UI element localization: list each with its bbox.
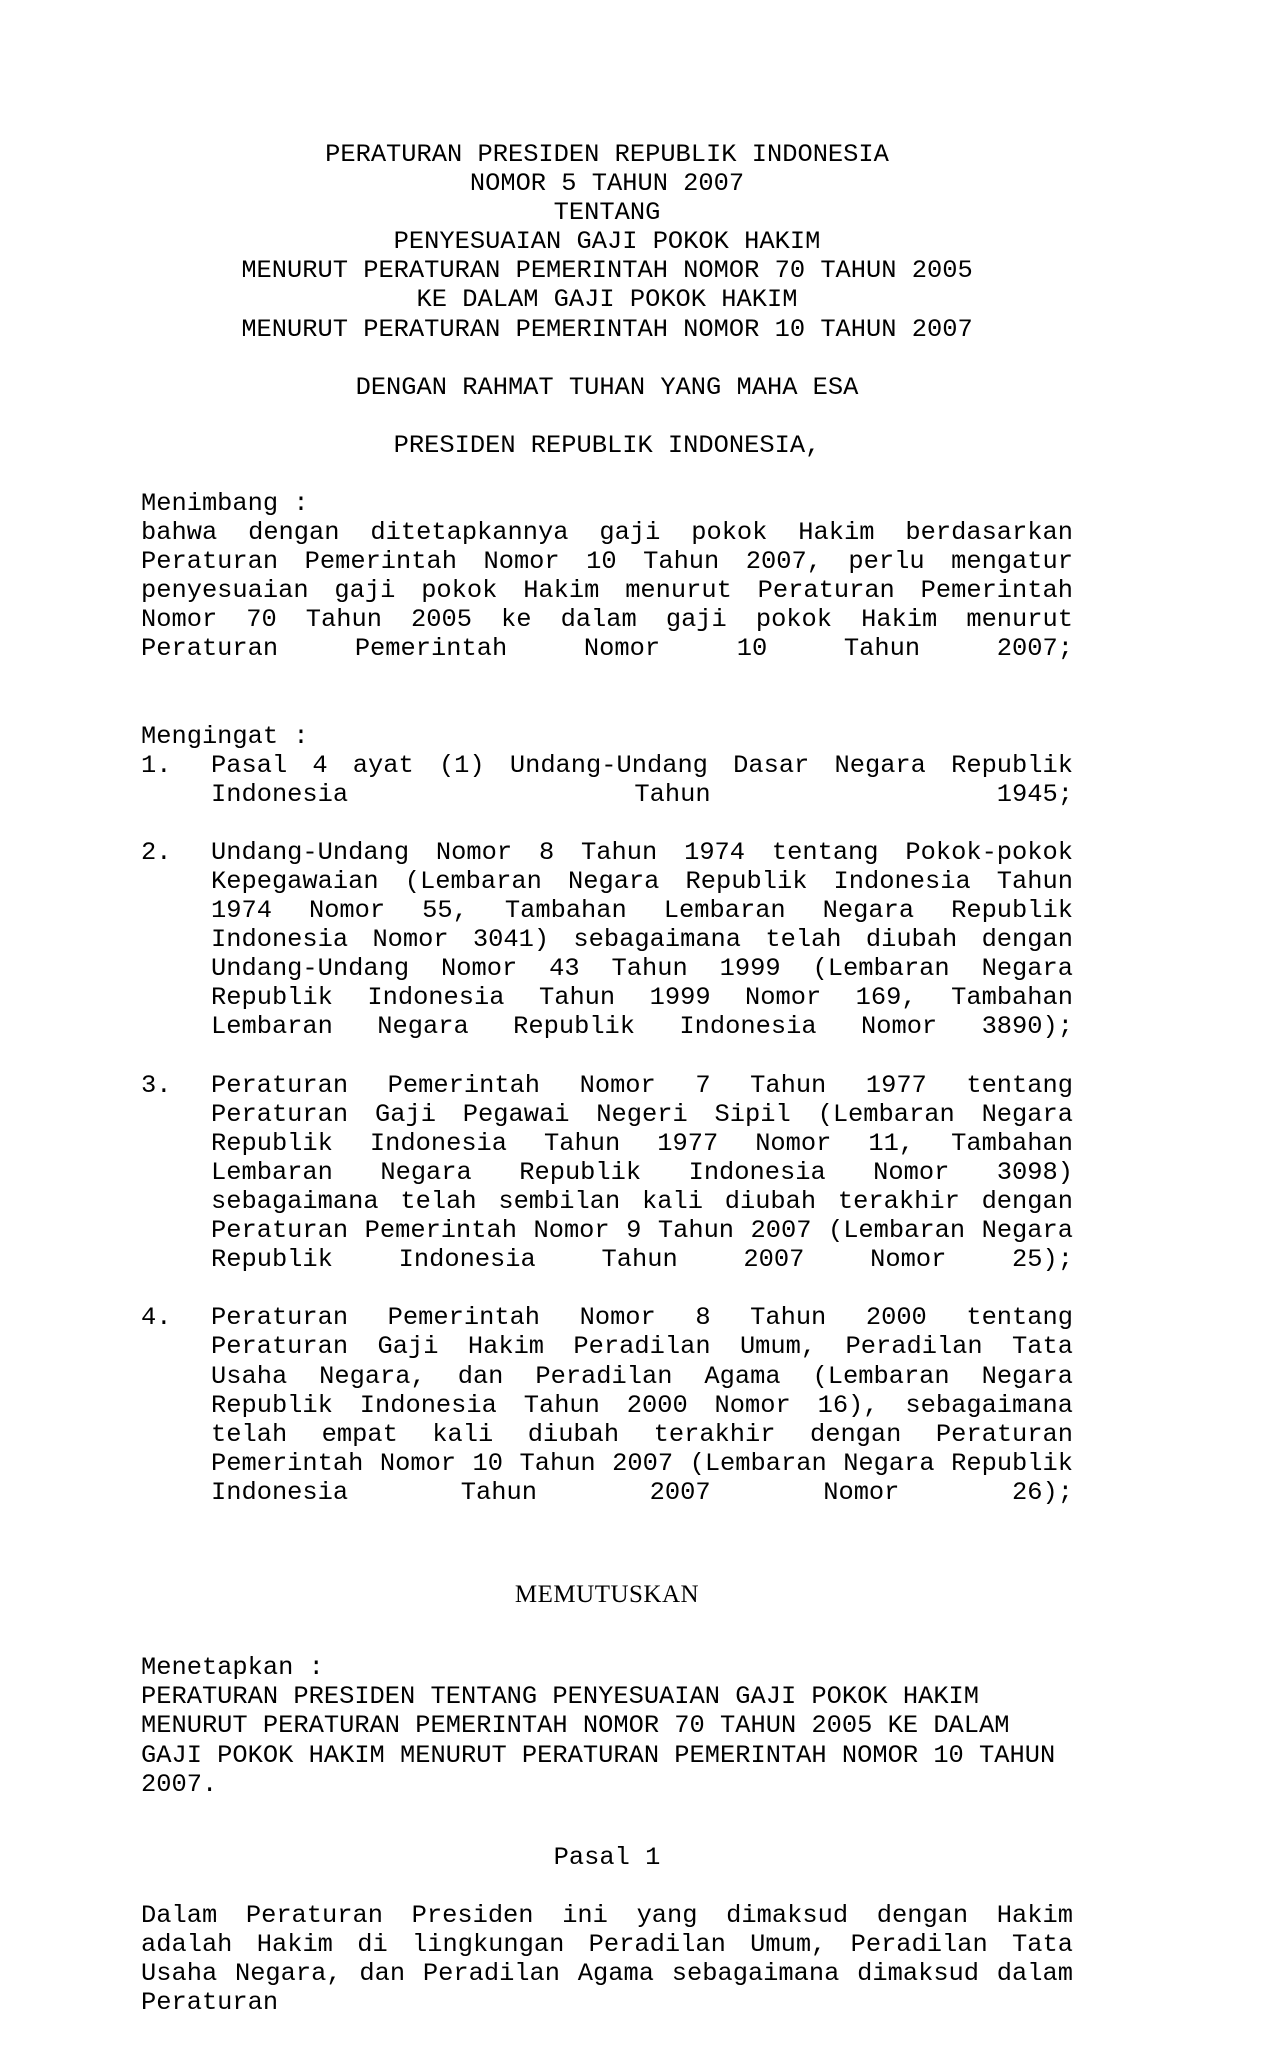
- title-line-1: PERATURAN PRESIDEN REPUBLIK INDONESIA: [325, 140, 889, 169]
- title-block: [141, 140, 1073, 344]
- title-line-4: PENYESUAIAN GAJI POKOK HAKIM: [393, 227, 821, 257]
- issuer-line: PRESIDEN REPUBLIK INDONESIA,: [393, 430, 821, 460]
- list-item: [141, 1303, 1073, 1536]
- article-body: Dalam Peraturan Presiden ini yang dimaksud dengan Hakim adalah Hakim di lingkungan Peradilan Umum, Peradilan Tata Usaha Negara, dan Peradilan Agama sebagaimana dimaksud dalam Peraturan: [141, 1900, 1073, 2018]
- list-item-text: Pasal 4 ayat (1) Undang-Undang Dasar Negara Republik Indonesia Tahun 1945;: [211, 750, 1073, 809]
- spacer: [141, 344, 1073, 373]
- list-item-text: Undang-Undang Nomor 8 Tahun 1974 tentang Pokok-pokok Kepegawaian (Lembaran Negara Republik Indonesia Tahun 1974 Nomor 55, Tambahan Lembaran Negara Republik Indonesia Nomor 3041) sebagaimana telah diubah dengan Undang-Undang Nomor 43 Tahun 1999 (Lembaran Negara Republik Indonesia Tahun 1999 Nomor 169, Tambahan Lembaran Negara Republik Indonesia Nomor 3890);: [211, 837, 1073, 1042]
- list-item: [141, 1071, 1073, 1304]
- decides-heading: MEMUTUSKAN: [514, 1581, 700, 1609]
- list-item-text: Peraturan Pemerintah Nomor 8 Tahun 2000 tentang Peraturan Gaji Hakim Peradilan Umum, Peradilan Tata Usaha Negara, dan Peradilan Agama (Lembaran Negara Republik Indonesia Tahun 2000 Nomor 16), sebagaimana telah empat kali diubah terakhir dengan Peraturan Pemerintah Nomor 10 Tahun 2007 (Lembaran Negara Republik Indonesia Tahun 2007 Nomor 26);: [211, 1303, 1073, 1507]
- recalling-label: Mengingat :: [141, 721, 309, 751]
- list-item-number: 1.: [141, 750, 172, 780]
- spacer: [141, 1799, 1073, 1828]
- spacer: [141, 460, 1073, 489]
- title-line-3: TENTANG: [553, 198, 661, 228]
- spacer: [141, 693, 1073, 722]
- spacer: [141, 1828, 1073, 1843]
- list-item: [141, 751, 1073, 838]
- title-line-7: MENURUT PERATURAN PEMERINTAH NOMOR 10 TAHUN 2007: [241, 314, 973, 344]
- spacer: [141, 402, 1073, 431]
- title-line-2: NOMOR 5 TAHUN 2007: [469, 169, 745, 199]
- invocation-line: DENGAN RAHMAT TUHAN YANG MAHA ESA: [355, 372, 859, 402]
- list-item: [141, 838, 1073, 1071]
- stipulating-label: Menetapkan :: [141, 1653, 324, 1683]
- list-item-number: 3.: [141, 1070, 172, 1100]
- spacer: [141, 1565, 1073, 1580]
- list-item-text: Peraturan Pemerintah Nomor 7 Tahun 1977 tentang Peraturan Gaji Pegawai Negeri Sipil (Lembaran Negara Republik Indonesia Tahun 1977 Nomor 11, Tambahan Lembaran Negara Republik Indonesia Nomor 3098) sebagaimana telah sembilan kali diubah terakhir dengan Peraturan Pemerintah Nomor 9 Tahun 2007 (Lembaran Negara Republik Indonesia Tahun 2007 Nomor 25);: [211, 1070, 1073, 1275]
- considering-label: Menimbang :: [141, 488, 309, 518]
- stipulating-body: PERATURAN PRESIDEN TENTANG PENYESUAIAN GAJI POKOK HAKIM MENURUT PERATURAN PEMERINTAH NOMOR 70 TAHUN 2005 KE DALAM GAJI POKOK HAKIM MENURUT PERATURAN PEMERINTAH NOMOR 10 TAHUN 2007.: [141, 1682, 1071, 1799]
- list-item-number: 4.: [141, 1303, 172, 1333]
- considering-body: bahwa dengan ditetapkannya gaji pokok Hakim berdasarkan Peraturan Pemerintah Nomor 10 Tahun 2007, perlu mengatur penyesuaian gaji pokok Hakim menurut Peraturan Pemerintah Nomor 70 Tahun 2005 ke dalam gaji pokok Hakim menurut Peraturan Pemerintah Nomor 10 Tahun 2007;: [141, 517, 1073, 664]
- spacer: [141, 1536, 1073, 1565]
- article-heading: Pasal 1: [553, 1842, 661, 1872]
- list-item-number: 2.: [141, 837, 172, 867]
- document-text-column: [141, 140, 1073, 2046]
- title-line-6: KE DALAM GAJI POKOK HAKIM: [416, 285, 798, 315]
- spacer: [141, 1638, 1073, 1653]
- spacer: [141, 1872, 1073, 1901]
- recalling-list: [141, 751, 1073, 1537]
- spacer: [141, 1609, 1073, 1638]
- title-line-5: MENURUT PERATURAN PEMERINTAH NOMOR 70 TAHUN 2005: [241, 256, 973, 286]
